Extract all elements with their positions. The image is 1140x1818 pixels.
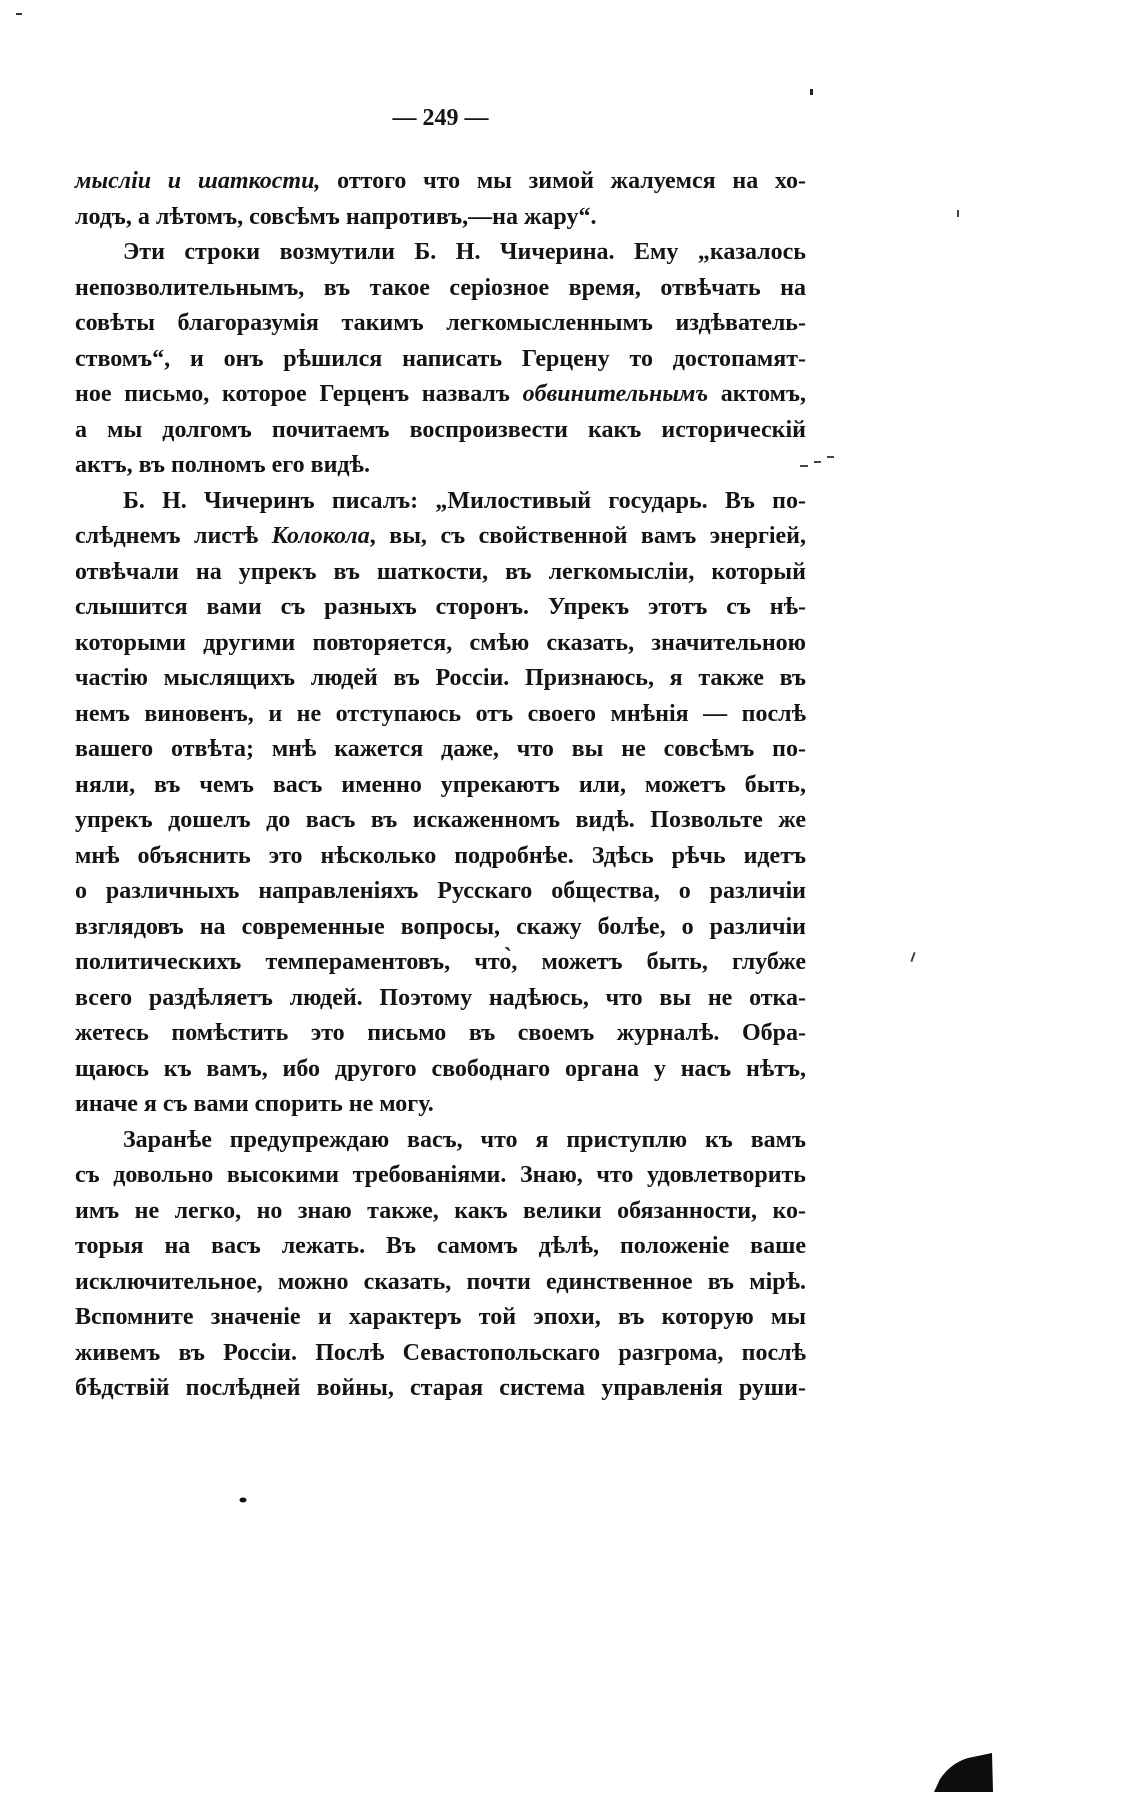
text-line: актъ, въ полномъ его видѣ. [75, 452, 370, 478]
text-line: взглядовъ на современные вопросы, скажу болѣе, о различіи [75, 913, 806, 940]
text-line: всего раздѣляетъ людей. Поэтому надѣюсь, что вы не отка- [75, 984, 806, 1011]
text-line: которыми другими повторяется, смѣю сказать, значительною [75, 629, 806, 656]
text-line: ствомъ“, и онъ рѣшился написать Герцену то достопамят- [75, 345, 806, 372]
scan-speck [240, 1498, 247, 1503]
scan-speck [910, 952, 915, 962]
text-line [75, 519, 806, 555]
text-line: иначе я съ вами спорить не могу. [75, 1091, 434, 1117]
line-text: оттого что мы зимой жалуемся на хо- [320, 168, 806, 194]
text-line: мнѣ объяснить это нѣсколько подробнѣе. Здѣсь рѣчь идетъ [75, 842, 806, 869]
scan-speck [814, 461, 821, 463]
text-line: няли, въ чемъ васъ именно упрекаютъ или, можетъ быть, [75, 771, 806, 798]
scan-speck [810, 89, 813, 95]
text-line: упрекъ дошелъ до васъ въ искаженномъ видѣ. Позвольте же [75, 807, 806, 833]
line-text: , вы, съ свойственной вамъ энергіей, [369, 523, 806, 549]
page-text [75, 164, 806, 1407]
scan-speck [827, 456, 834, 458]
emphasis-text: Колокола [271, 523, 370, 549]
scan-blot [934, 1753, 993, 1792]
paragraph [75, 1123, 806, 1407]
text-line: бѣдствій послѣдней войны, старая система управленія руши- [75, 1375, 806, 1401]
page-number: — 249 — [392, 105, 489, 131]
paragraph [75, 235, 806, 484]
text-line: торыя на васъ лежать. Въ самомъ дѣлѣ, положеніе ваше [75, 1233, 806, 1259]
text-line: вашего отвѣта; мнѣ кажется даже, что вы не совсѣмъ по- [75, 736, 806, 762]
text-line: Заранѣе предупреждаю васъ, что я приступлю къ вамъ [123, 1126, 806, 1153]
text-line: политическихъ темпераментовъ, что̀, можетъ быть, глубже [75, 949, 806, 975]
text-line: живемъ въ Россіи. Послѣ Севастопольскаго разгрома, послѣ [75, 1339, 806, 1366]
text-line: исключительное, можно сказать, почти единственное въ мірѣ. [75, 1268, 806, 1295]
text-line: съ довольно высокими требованіями. Знаю, что удовлетворить [75, 1162, 806, 1188]
text-line: Б. Н. Чичеринъ писалъ: „Милостивый государь. Въ по- [123, 487, 806, 514]
line-text: слѣднемъ листѣ [75, 523, 272, 549]
text-line: жетесь помѣстить это письмо въ своемъ журналѣ. Обра- [75, 1020, 806, 1046]
text-line [75, 164, 806, 200]
text-line: частію мыслящихъ людей въ Россіи. Признаюсь, я также въ [75, 665, 806, 691]
paragraph [75, 484, 806, 1123]
emphasis-text: мысліи и шаткости, [75, 168, 321, 194]
scan-speck [957, 210, 959, 217]
line-text: ное письмо, которое Герценъ назвалъ [75, 381, 523, 407]
text-line: Эти строки возмутили Б. Н. Чичерина. Ему „казалось [123, 239, 806, 265]
paragraph [75, 164, 806, 235]
text-line: имъ не легко, но знаю также, какъ велики обязанности, ко- [75, 1197, 806, 1224]
text-line: отвѣчали на упрекъ въ шаткости, въ легкомысліи, который [75, 558, 806, 585]
text-line: слышится вами съ разныхъ сторонъ. Упрекъ этотъ съ нѣ- [75, 594, 806, 620]
text-line: непозволительнымъ, въ такое серіозное время, отвѣчать на [75, 274, 806, 301]
text-line [75, 377, 806, 413]
text-line: лодъ, а лѣтомъ, совсѣмъ напротивъ,—на жару“. [75, 203, 597, 230]
text-line: щаюсь къ вамъ, ибо другого свободнаго органа у насъ нѣтъ, [75, 1055, 806, 1082]
text-line: а мы долгомъ почитаемъ воспроизвести какъ историческій [75, 416, 806, 443]
emphasis-text: обвинительнымъ [522, 381, 709, 407]
text-line: Вспомните значеніе и характеръ той эпохи, въ которую мы [75, 1304, 806, 1330]
text-line: совѣты благоразумія такимъ легкомысленнымъ издѣватель- [75, 310, 806, 336]
text-line: о различныхъ направленіяхъ Русскаго общества, о различіи [75, 878, 806, 904]
text-line: немъ виновенъ, и не отступаюсь отъ своего мнѣнія — послѣ [75, 700, 806, 727]
scan-speck [16, 13, 22, 15]
line-text: актомъ, [708, 381, 806, 407]
